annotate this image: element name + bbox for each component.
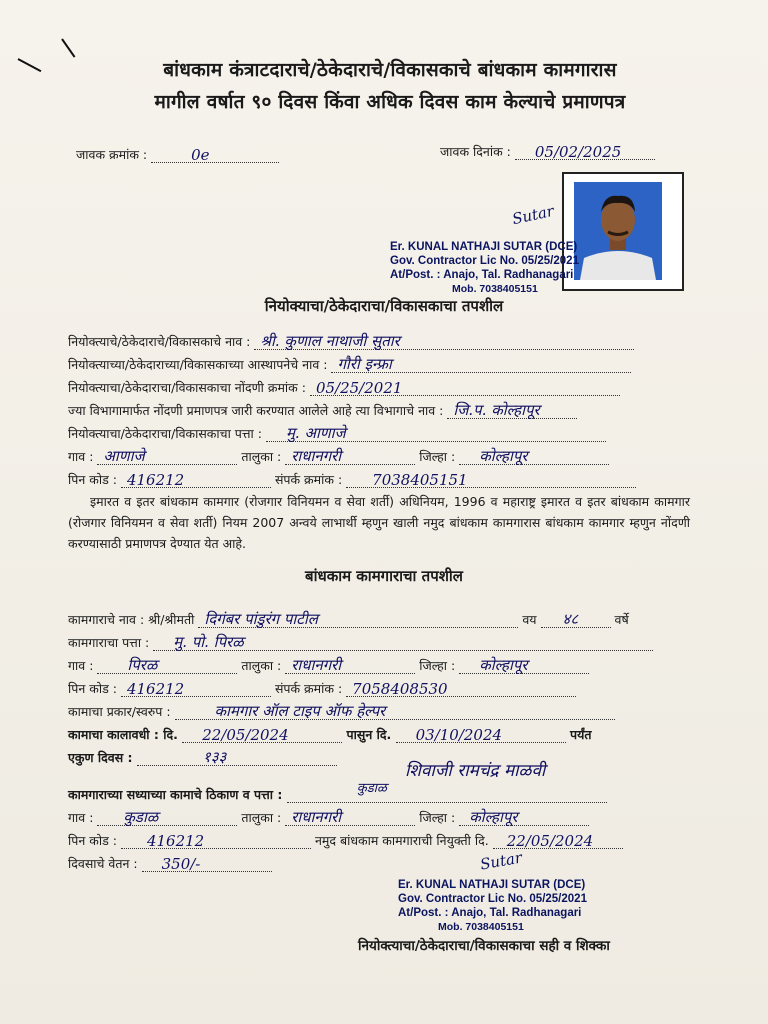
total-days-label: एकुण दिवस : [68, 750, 133, 765]
employer-name-value: श्री. कुणाल नाथाजी सुतार [260, 332, 400, 350]
current-district-label: जिल्हा : [419, 810, 456, 825]
current-work-value-line1: शिवाजी रामचंद्र माळवी [405, 761, 546, 781]
employer-section-heading: नियोक्याचा/ठेकेदाराचा/विकासकाचा तपशील [264, 297, 504, 315]
stamp-address: At/Post. : Anajo, Tal. Radhanagari [390, 269, 574, 281]
employer-district-value: कोल्हापूर [479, 447, 528, 465]
work-period-label: कामाचा कालावधी : दि. [68, 727, 178, 742]
employer-pin-label: पिन कोड : [68, 472, 117, 487]
daily-wage-label: दिवसाचे वेतन : [68, 856, 138, 871]
worker-village-label: गाव : [68, 658, 94, 673]
outward-number-label: जावक क्रमांक : [76, 147, 148, 162]
current-work-value-line2: कुडाळ [356, 781, 387, 796]
employer-reg-value: 05/25/2021 [315, 379, 403, 397]
certificate-title-line-1: बांधकाम कंत्राटदाराचे/ठेकेदाराचे/विकासकाचे बांधकाम कामगारास [163, 59, 617, 81]
worker-address-label: कामगाराचा पत्ता : [68, 635, 150, 650]
current-village-value: कुडाळ [123, 808, 159, 826]
current-taluka-label: तालुका : [241, 810, 282, 825]
signature-top: Sutar [510, 201, 556, 229]
pen-mark [18, 58, 42, 72]
employer-pin-value: 416212 [126, 471, 185, 489]
work-period-mid: पासुन दि. [346, 727, 392, 742]
current-taluka-value: राधानगरी [291, 808, 342, 826]
stamp-license: Gov. Contractor Lic No. 05/25/2021 [398, 893, 587, 905]
outward-date-row [440, 143, 655, 160]
employer-district-label: जिल्हा : [419, 449, 456, 464]
outward-date-value: 05/02/2025 [534, 143, 622, 161]
outward-date-label: जावक दिनांक : [440, 144, 511, 159]
worker-name-label: कामगाराचे नाव : श्री/श्रीमती [68, 612, 195, 627]
work-period-end: पर्यंत [569, 727, 592, 742]
work-period-from: 22/05/2024 [202, 726, 289, 744]
contractor-stamp-top [390, 240, 579, 296]
person-photo-icon [574, 182, 662, 280]
employer-taluka-value: राधानगरी [291, 447, 342, 465]
stamp-name: Er. KUNAL NATHAJI SUTAR (DCE) [390, 241, 578, 253]
appointment-value: 22/05/2024 [506, 832, 594, 850]
certificate-title-line-2: मागील वर्षात ९० दिवस किंवा अधिक दिवस काम केल्याचे प्रमाणपत्र [154, 91, 626, 113]
employer-reg-label: नियोक्त्याचा/ठेकेदाराचा/विकासकाचा नोंदणी क्रमांक : [68, 380, 306, 395]
stamp-name: Er. KUNAL NATHAJI SUTAR (DCE) [398, 879, 586, 891]
current-pin-value: 416212 [146, 832, 205, 850]
worker-section-heading: बांधकाम कामगाराचा तपशील [305, 567, 463, 585]
signature-bottom: Sutar [478, 848, 524, 874]
daily-wage-value: 350/- [161, 855, 201, 873]
establishment-value: गौरी इन्फ्रा [337, 355, 392, 373]
worker-age-unit: वर्षे [614, 612, 629, 627]
worker-name-value: दिगंबर पांडुरंग पाटील [204, 610, 318, 628]
current-district-value: कोल्हापूर [469, 808, 518, 826]
worker-pin-value: 416212 [126, 680, 185, 698]
worker-contact-label: संपर्क क्रमांक : [274, 681, 343, 696]
signature-stamp-label: नियोक्त्याचा/ठेकेदाराचा/विकासकाचा सही व शिक्का [358, 938, 610, 954]
contractor-stamp-bottom [398, 878, 587, 934]
department-value: जि.प. कोल्हापूर [453, 401, 540, 419]
worker-age-label: वय [522, 612, 537, 627]
stamp-license: Gov. Contractor Lic No. 05/25/2021 [390, 255, 579, 267]
pen-mark [61, 38, 75, 57]
establishment-label: नियोक्त्याच्या/ठेकेदाराच्या/विकासकाच्या आस्थापनेचे नाव : [68, 357, 328, 372]
current-village-label: गाव : [68, 810, 94, 825]
worker-pin-label: पिन कोड : [68, 681, 117, 696]
employer-address-value: मु. आणाजे [285, 424, 346, 442]
stamp-mobile: Mob. 7038405151 [438, 921, 524, 933]
worker-taluka-value: राधानगरी [291, 656, 342, 674]
worker-age-value: ४८ [562, 610, 579, 628]
worker-village-value: पिरळ [127, 656, 158, 674]
employer-taluka-label: तालुका : [241, 449, 282, 464]
work-period-to: 03/10/2024 [415, 726, 503, 744]
outward-number-value: 0e [191, 146, 210, 164]
current-pin-label: पिन कोड : [68, 833, 117, 848]
employer-name-label: नियोक्त्याचे/ठेकेदाराचे/विकासकाचे नाव : [68, 334, 251, 349]
employer-village-label: गाव : [68, 449, 94, 464]
stamp-address: At/Post. : Anajo, Tal. Radhanagari [398, 907, 582, 919]
worker-district-label: जिल्हा : [419, 658, 456, 673]
department-label: ज्या विभागामार्फत नोंदणी प्रमाणपत्र जारी करण्यात आलेले आहे त्या विभागाचे नाव : [68, 403, 444, 418]
stamp-mobile: Mob. 7038405151 [452, 283, 538, 295]
worker-district-value: कोल्हापूर [479, 656, 528, 674]
total-days-value: १३३ [202, 748, 227, 766]
legal-statement: इमारत व इतर बांधकाम कामगार (रोजगार विनियमन व सेवा शर्ती) अधिनियम, 1996 व महाराष्ट्र इमारत व इतर बांधकाम कामगार (रोजगार विनियमन व सेवा शर्ती) नियम 2007 अन्वये लाभार्थी म्हणुन खाली नमुद बांधकाम कामगारास बांधकाम कामगार म्हणुन नोंदणी करण्यासाठी प्रमाणपत्र देण्यात येत आहे. [68, 494, 690, 551]
appointment-label: नमुद बांधकाम कामगाराची नियुक्ती दि. [314, 833, 489, 848]
employer-contact-value: 7038405151 [372, 471, 468, 489]
work-type-label: कामाचा प्रकार/स्वरुप : [68, 704, 171, 719]
employer-village-value: आणाजे [103, 447, 145, 465]
work-type-value: कामगार ऑल टाइप ऑफ हेल्पर [214, 702, 386, 720]
outward-number-row [76, 146, 279, 163]
current-work-label: कामगाराच्या सध्याच्या कामाचे ठिकाण व पत्ता : [68, 787, 283, 802]
employer-contact-label: संपर्क क्रमांक : [274, 472, 343, 487]
worker-photo [562, 172, 684, 291]
worker-address-value: मु. पो. पिरळ [173, 633, 244, 651]
worker-taluka-label: तालुका : [241, 658, 282, 673]
worker-contact-value: 7058408530 [352, 680, 448, 698]
employer-address-label: नियोक्त्याचा/ठेकेदाराचा/विकासकाचा पत्ता : [68, 426, 262, 441]
